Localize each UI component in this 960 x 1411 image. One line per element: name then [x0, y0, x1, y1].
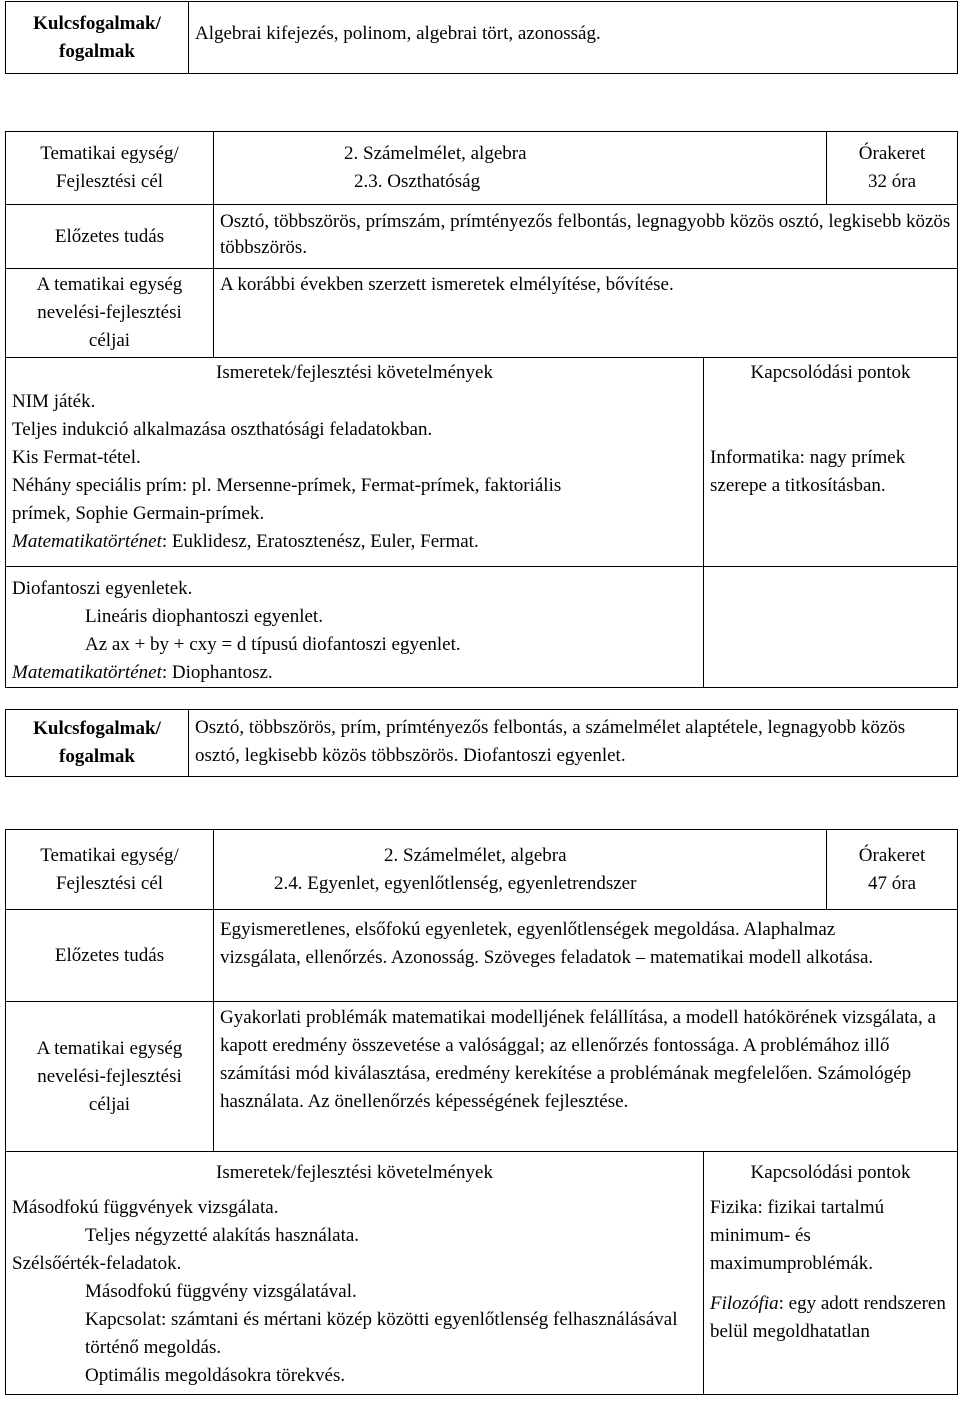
list-item: Néhány speciális prím: pl. Mersenne-prímek, Fermat-prímek, faktoriális prímek, Sophie Germain-prímek.: [12, 475, 562, 524]
list-item: Matematikatörténet: Diophantosz.: [12, 662, 273, 683]
ismeretek-block: [6, 1194, 704, 1395]
list-item: Diofantoszi egyenletek.: [12, 578, 193, 599]
list-item: Teljes indukció alkalmazása oszthatósági feladatokban.: [12, 419, 433, 440]
celjai-value: A korábbi években szerzett ismeretek elmélyítése, bővítése.: [214, 269, 958, 358]
celjai-label: A tematikai egység nevelési-fejlesztési céljai: [6, 1002, 214, 1152]
orakeret: Órakeret 32 óra: [827, 132, 958, 205]
oszthatosag-table: [5, 131, 958, 688]
ismeretek-header: Ismeretek/fejlesztési követelmények: [6, 358, 704, 389]
list-item: Kapcsolat: számtani és mértani közép közötti egyenlőtlenség felhasználásával történő megoldás.: [85, 1309, 678, 1358]
list-item: Az ax + by + cxy = d típusú diofantoszi egyenlet.: [85, 634, 461, 655]
list-item: Lineáris diophantoszi egyenlet.: [85, 606, 323, 627]
list-item: Optimális megoldásokra törekvés.: [85, 1365, 346, 1386]
list-item: Kis Fermat-tétel.: [12, 447, 141, 468]
kapcsolodasi-block-2: [704, 567, 958, 688]
elozetes-label: Előzetes tudás: [6, 910, 214, 1002]
kapcsolodasi-header: Kapcsolódási pontok: [704, 358, 958, 389]
unit-title: 2. Számelmélet, algebra 2.3. Oszthatóság: [214, 132, 827, 205]
ismeretek-block-1: [6, 388, 704, 567]
kapcsolodasi-block-1: Informatika: nagy prímek szerepe a titkosításban.: [704, 388, 958, 567]
kulcsfogalmak-value: Osztó, többszörös, prím, prímtényezős felbontás, a számelmélet alaptétele, legnagyobb közös osztó, legkisebb közös többszörös. Diofantoszi egyenlet.: [189, 710, 958, 777]
kulcsfogalmak-label: Kulcsfogalmak/ fogalmak: [6, 710, 189, 777]
kapcsolodasi-block: [704, 1194, 958, 1395]
elozetes-label: Előzetes tudás: [6, 205, 214, 269]
orakeret: Órakeret 47 óra: [827, 830, 958, 910]
egyenlet-table: [5, 829, 958, 1395]
list-item: Matematikatörténet: Euklidesz, Eratosztenész, Euler, Fermat.: [12, 531, 479, 552]
elozetes-value: Osztó, többszörös, prímszám, prímtényezős felbontás, legnagyobb közös osztó, legkisebb közös többszörös.: [214, 205, 958, 269]
kapcsolodasi-header: Kapcsolódási pontok: [704, 1152, 958, 1195]
kapcsolodasi-item: Fizika: fizikai tartalmú minimum- és maximumproblémák.: [710, 1197, 885, 1274]
tematikai-label: Tematikai egység/ Fejlesztési cél: [6, 132, 214, 205]
kulcsfogalmak-label: Kulcsfogalmak/ fogalmak: [6, 2, 189, 74]
list-item: Teljes négyzetté alakítás használata.: [85, 1225, 360, 1246]
list-item: Másodfokú függvény vizsgálatával.: [85, 1281, 357, 1302]
tematikai-label: Tematikai egység/ Fejlesztési cél: [6, 830, 214, 910]
celjai-value: Gyakorlati problémák matematikai modelljének felállítása, a modell hatókörének vizsgálata, a kapott eredmény összevetése a valósággal; az ellenőrzés fontossága. A problémához illő számítási mód kiválasztása, eredmény kerekítése a problémának megfelelően. Számológép használata. Az önellenőrzés képességének fejlesztése.: [214, 1002, 958, 1152]
kapcsolodasi-item: Filozófia: egy adott rendszeren belül megoldhatatlan: [710, 1293, 946, 1342]
list-item: Szélsőérték-feladatok.: [12, 1253, 182, 1274]
elozetes-value: Egyismeretlenes, elsőfokú egyenletek, egyenlőtlenségek megoldása. Alaphalmaz vizsgálata, ellenőrzés. Azonosság. Szöveges feladatok – matematikai modell alkotása.: [214, 910, 958, 1002]
list-item: NIM játék.: [12, 391, 96, 412]
list-item: Másodfokú függvények vizsgálata.: [12, 1197, 279, 1218]
ismeretek-header: Ismeretek/fejlesztési követelmények: [6, 1152, 704, 1195]
kulcsfogalmak-value: Algebrai kifejezés, polinom, algebrai tört, azonosság.: [189, 2, 958, 74]
kulcsfogalmak-table-top: [5, 1, 958, 74]
ismeretek-block-2: [6, 567, 704, 688]
celjai-label: A tematikai egység nevelési-fejlesztési céljai: [6, 269, 214, 358]
kulcsfogalmak-table-mid: [5, 709, 958, 777]
unit-title: 2. Számelmélet, algebra 2.4. Egyenlet, egyenlőtlenség, egyenletrendszer: [214, 830, 827, 910]
